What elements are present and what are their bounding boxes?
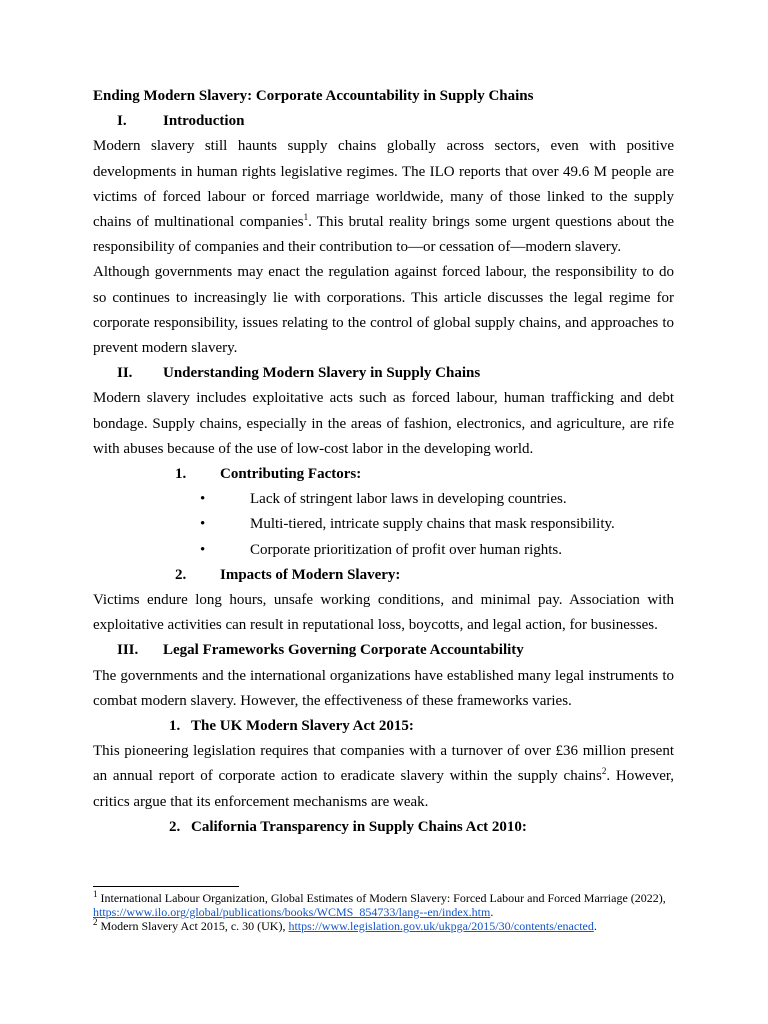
footnote-separator xyxy=(93,886,239,887)
footnote-reference[interactable]: 1 xyxy=(303,212,309,223)
footnote-1 xyxy=(93,891,683,919)
paragraph-text: . This brutal reality brings some urgent questions about the responsibility of companies and their contribution to—or cessation of—modern slavery. xyxy=(93,214,674,256)
bullet-icon: • xyxy=(200,491,206,508)
list-item-text: Multi-tiered, intricate supply chains that mask responsibility. xyxy=(250,516,615,533)
paragraph xyxy=(93,134,674,260)
footnote-link[interactable]: https://www.ilo.org/global/publications/books/WCMS_854733/lang--en/index.htm xyxy=(93,905,491,919)
list-item-text: Corporate prioritization of profit over human rights. xyxy=(250,541,563,558)
footnote-link[interactable]: https://www.legislation.gov.uk/ukpga/2015/30/contents/enacted xyxy=(288,919,594,933)
footnote-marker: 1 xyxy=(93,889,98,899)
subheading-title: Impacts of Modern Slavery: xyxy=(220,566,401,583)
footnote-tail: . xyxy=(593,919,597,933)
bullet-icon: • xyxy=(200,516,206,533)
footnote-marker: 2 xyxy=(93,917,98,927)
paragraph-text: Modern slavery still haunts supply chains globally across sectors, even with positive developments in human rights legislative regimes. The ILO reports that over 49.6 M people are victims of forced labour or forced marriage worldwide, many of those linked to the supply chains of multinational companies xyxy=(93,138,674,231)
section-number: II. xyxy=(117,365,133,382)
paragraph-text: This pioneering legislation requires that companies with a turnover of over £36 million present an annual report of corporate action to eradicate slavery within the supply chains xyxy=(93,743,674,785)
paragraph: Although governments may enact the regulation against forced labour, the responsibility to do so continues to increasingly lie with corporations. This article discusses the legal regime for corporate responsibility, issues relating to the control of global supply chains, and approaches to prevent modern slavery. xyxy=(93,264,674,357)
document-title: Ending Modern Slavery: Corporate Accountability in Supply Chains xyxy=(93,88,534,104)
footnotes xyxy=(93,886,683,933)
list-item xyxy=(93,512,674,537)
subheading-impacts xyxy=(93,563,674,588)
section-title: Understanding Modern Slavery in Supply Chains xyxy=(163,365,481,382)
subheading-number: 1. xyxy=(175,466,187,483)
subheading-california-act xyxy=(93,815,674,840)
footnote-2 xyxy=(93,919,683,933)
subheading-contributing-factors xyxy=(93,462,674,487)
subheading-title: Contributing Factors: xyxy=(220,466,362,483)
section-number: I. xyxy=(117,113,127,130)
subheading-number: 1. xyxy=(169,718,181,735)
list-item xyxy=(93,487,674,512)
subheading-title: The UK Modern Slavery Act 2015: xyxy=(191,718,414,735)
paragraph: Modern slavery includes exploitative acts such as forced labour, human trafficking and debt bondage. Supply chains, especially in the areas of fashion, electronics, and agriculture, are rife with abuses because of the use of low-cost labor in the developing world. xyxy=(93,390,674,457)
section-heading-legal-frameworks xyxy=(93,638,674,663)
footnote-text: Modern Slavery Act 2015, c. 30 (UK), xyxy=(97,919,289,933)
bullet-list xyxy=(93,487,674,563)
subheading-title: California Transparency in Supply Chains Act 2010: xyxy=(191,818,527,835)
footnote-reference[interactable]: 2 xyxy=(601,766,607,777)
list-item-text: Lack of stringent labor laws in developing countries. xyxy=(250,491,567,508)
section-heading-understanding xyxy=(93,361,674,386)
section-heading-introduction xyxy=(93,109,674,134)
bullet-icon: • xyxy=(200,541,206,558)
subheading-number: 2. xyxy=(175,566,187,583)
section-number: III. xyxy=(117,642,139,659)
paragraph: Victims endure long hours, unsafe working conditions, and minimal pay. Association with exploitative activities can result in reputational loss, boycotts, and legal action, for businesses. xyxy=(93,592,674,634)
document-body xyxy=(93,84,674,840)
paragraph: The governments and the international organizations have established many legal instruments to combat modern slavery. However, the effectiveness of these frameworks varies. xyxy=(93,667,674,709)
section-title: Legal Frameworks Governing Corporate Accountability xyxy=(163,642,524,659)
subheading-uk-act xyxy=(93,714,674,739)
section-title: Introduction xyxy=(163,113,245,130)
footnote-text: International Labour Organization, Global Estimates of Modern Slavery: Forced Labour and Forced Marriage (2022), xyxy=(97,891,666,905)
list-item xyxy=(93,538,674,563)
paragraph-text: . However, critics argue that its enforcement mechanisms are weak. xyxy=(93,768,675,810)
footnote-tail: . xyxy=(490,905,494,919)
subheading-number: 2. xyxy=(169,818,181,835)
paragraph xyxy=(93,739,674,815)
